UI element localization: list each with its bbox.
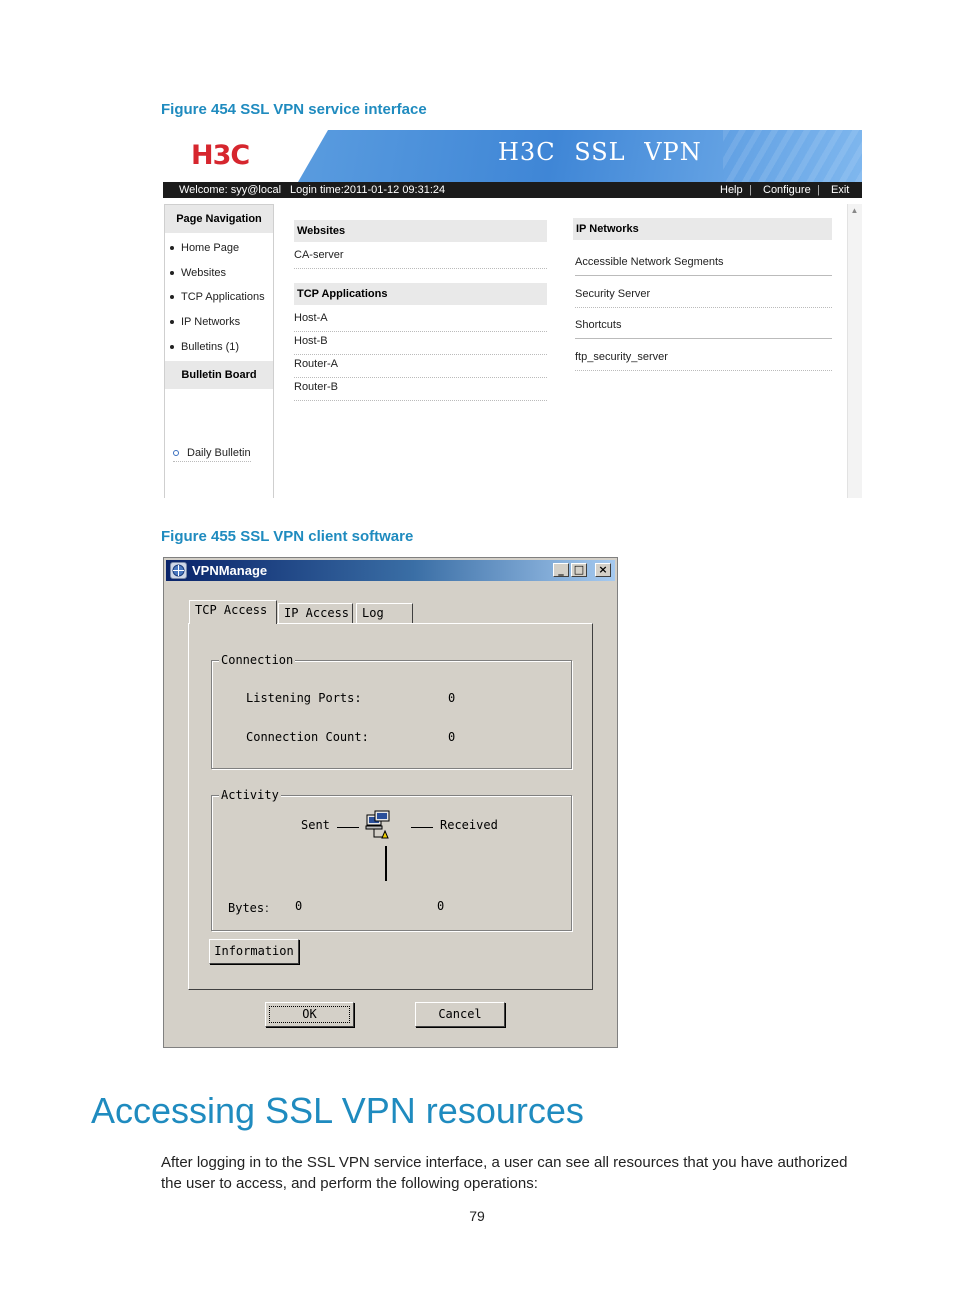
nav-item-websites[interactable] [170,267,226,279]
page-navigation-header: Page Navigation [165,205,273,233]
bulletin-item-label: Daily Bulletin [187,447,251,459]
received-label: Received [440,818,498,832]
sent-bytes-value: 0 [295,899,303,913]
resource-shortcuts[interactable]: Shortcuts [575,316,832,339]
nav-item-label: TCP Applications [181,291,265,303]
bullet-icon [170,295,174,299]
listening-ports-label: Listening Ports: [246,691,362,705]
tcp-applications-header: TCP Applications [294,283,547,305]
connection-count-label: Connection Count: [246,730,369,744]
nav-item-label: Bulletins (1) [181,341,240,353]
maximize-button[interactable]: □ [571,563,587,577]
resource-accessible-network-segments[interactable]: Accessible Network Segments [575,253,832,276]
nav-item-label: Home Page [181,242,240,254]
nav-item-tcp-applications[interactable] [170,291,265,303]
scroll-up-icon[interactable]: ▲ [850,206,859,215]
close-button[interactable]: × [595,563,611,577]
information-button[interactable]: Information [209,939,299,964]
sent-label: Sent [301,818,330,832]
page-navigation-panel [164,204,274,498]
connection-count-value: 0 [448,730,456,744]
product-title: H3C SSL VPN [498,138,702,166]
title-bar[interactable] [166,560,615,581]
tab-ip-access[interactable]: IP Access [278,603,353,624]
nav-item-ip-networks[interactable] [170,316,240,328]
nav-item-home-page[interactable] [170,242,239,254]
resource-router-a[interactable]: Router-A [294,355,547,378]
resource-host-a[interactable]: Host-A [294,309,547,332]
h3c-logo: H3C [191,140,250,171]
listening-ports-value: 0 [448,691,456,705]
minimize-button[interactable]: _ [553,563,569,577]
connection-group [211,660,572,769]
login-time: Login time:2011-01-12 09:31:24 [290,184,446,196]
figure-455-caption: Figure 455 SSL VPN client software [161,528,414,545]
scrollbar[interactable] [847,204,862,498]
link-separator: | [749,184,752,196]
ssl-vpn-service-interface [163,130,862,498]
bullet-icon [170,320,174,324]
bullet-icon [170,345,174,349]
link-separator: | [817,184,820,196]
websites-header: Websites [294,220,547,242]
circle-bullet-icon [173,450,179,456]
globe-app-icon [170,562,187,579]
activity-divider [385,846,387,881]
resource-router-b[interactable]: Router-B [294,378,547,401]
tab-log[interactable]: Log [356,603,413,624]
resource-ca-server[interactable]: CA-server [294,246,547,269]
received-line [411,827,433,828]
bulletin-item-daily[interactable] [173,447,251,462]
received-bytes-value: 0 [437,899,445,913]
window-title: VPNManage [192,563,268,578]
ok-button[interactable]: OK [265,1002,354,1027]
resource-ftp-security-server[interactable]: ftp_security_server [575,348,832,371]
configure-link[interactable]: Configure [763,184,811,196]
banner-decoration [723,130,862,182]
bulletin-board-header: Bulletin Board [165,361,273,389]
welcome-text: Welcome: syy@local [179,184,282,196]
activity-group-title: Activity [221,788,279,802]
section-heading: Accessing SSL VPN resources [91,1090,584,1131]
exit-link[interactable]: Exit [831,184,850,196]
nav-item-label: IP Networks [181,316,241,328]
body-paragraph: After logging in to the SSL VPN service interface, a user can see all resources that you have authorized the user to access, and perform the following operations: [161,1154,848,1192]
welcome-bar [163,182,862,198]
figure-454-caption: Figure 454 SSL VPN service interface [161,101,427,118]
resource-security-server[interactable]: Security Server [575,285,832,308]
tcp-access-panel [188,623,593,990]
ip-networks-header: IP Networks [573,218,832,240]
tab-tcp-access[interactable]: TCP Access [189,600,277,624]
vpnmanage-window [163,557,618,1048]
resource-host-b[interactable]: Host-B [294,332,547,355]
page-number: 79 [469,1208,485,1224]
bullet-icon [170,271,174,275]
nav-item-label: Websites [181,267,227,279]
help-link[interactable]: Help [720,184,743,196]
nav-item-bulletins[interactable] [170,341,239,353]
bullet-icon [170,246,174,250]
bytes-label: Bytes： [228,901,277,915]
cancel-button[interactable]: Cancel [415,1002,505,1027]
header-banner [163,130,862,182]
connection-group-title: Connection [221,653,294,667]
network-computers-icon [363,809,403,847]
sent-line [337,827,359,828]
